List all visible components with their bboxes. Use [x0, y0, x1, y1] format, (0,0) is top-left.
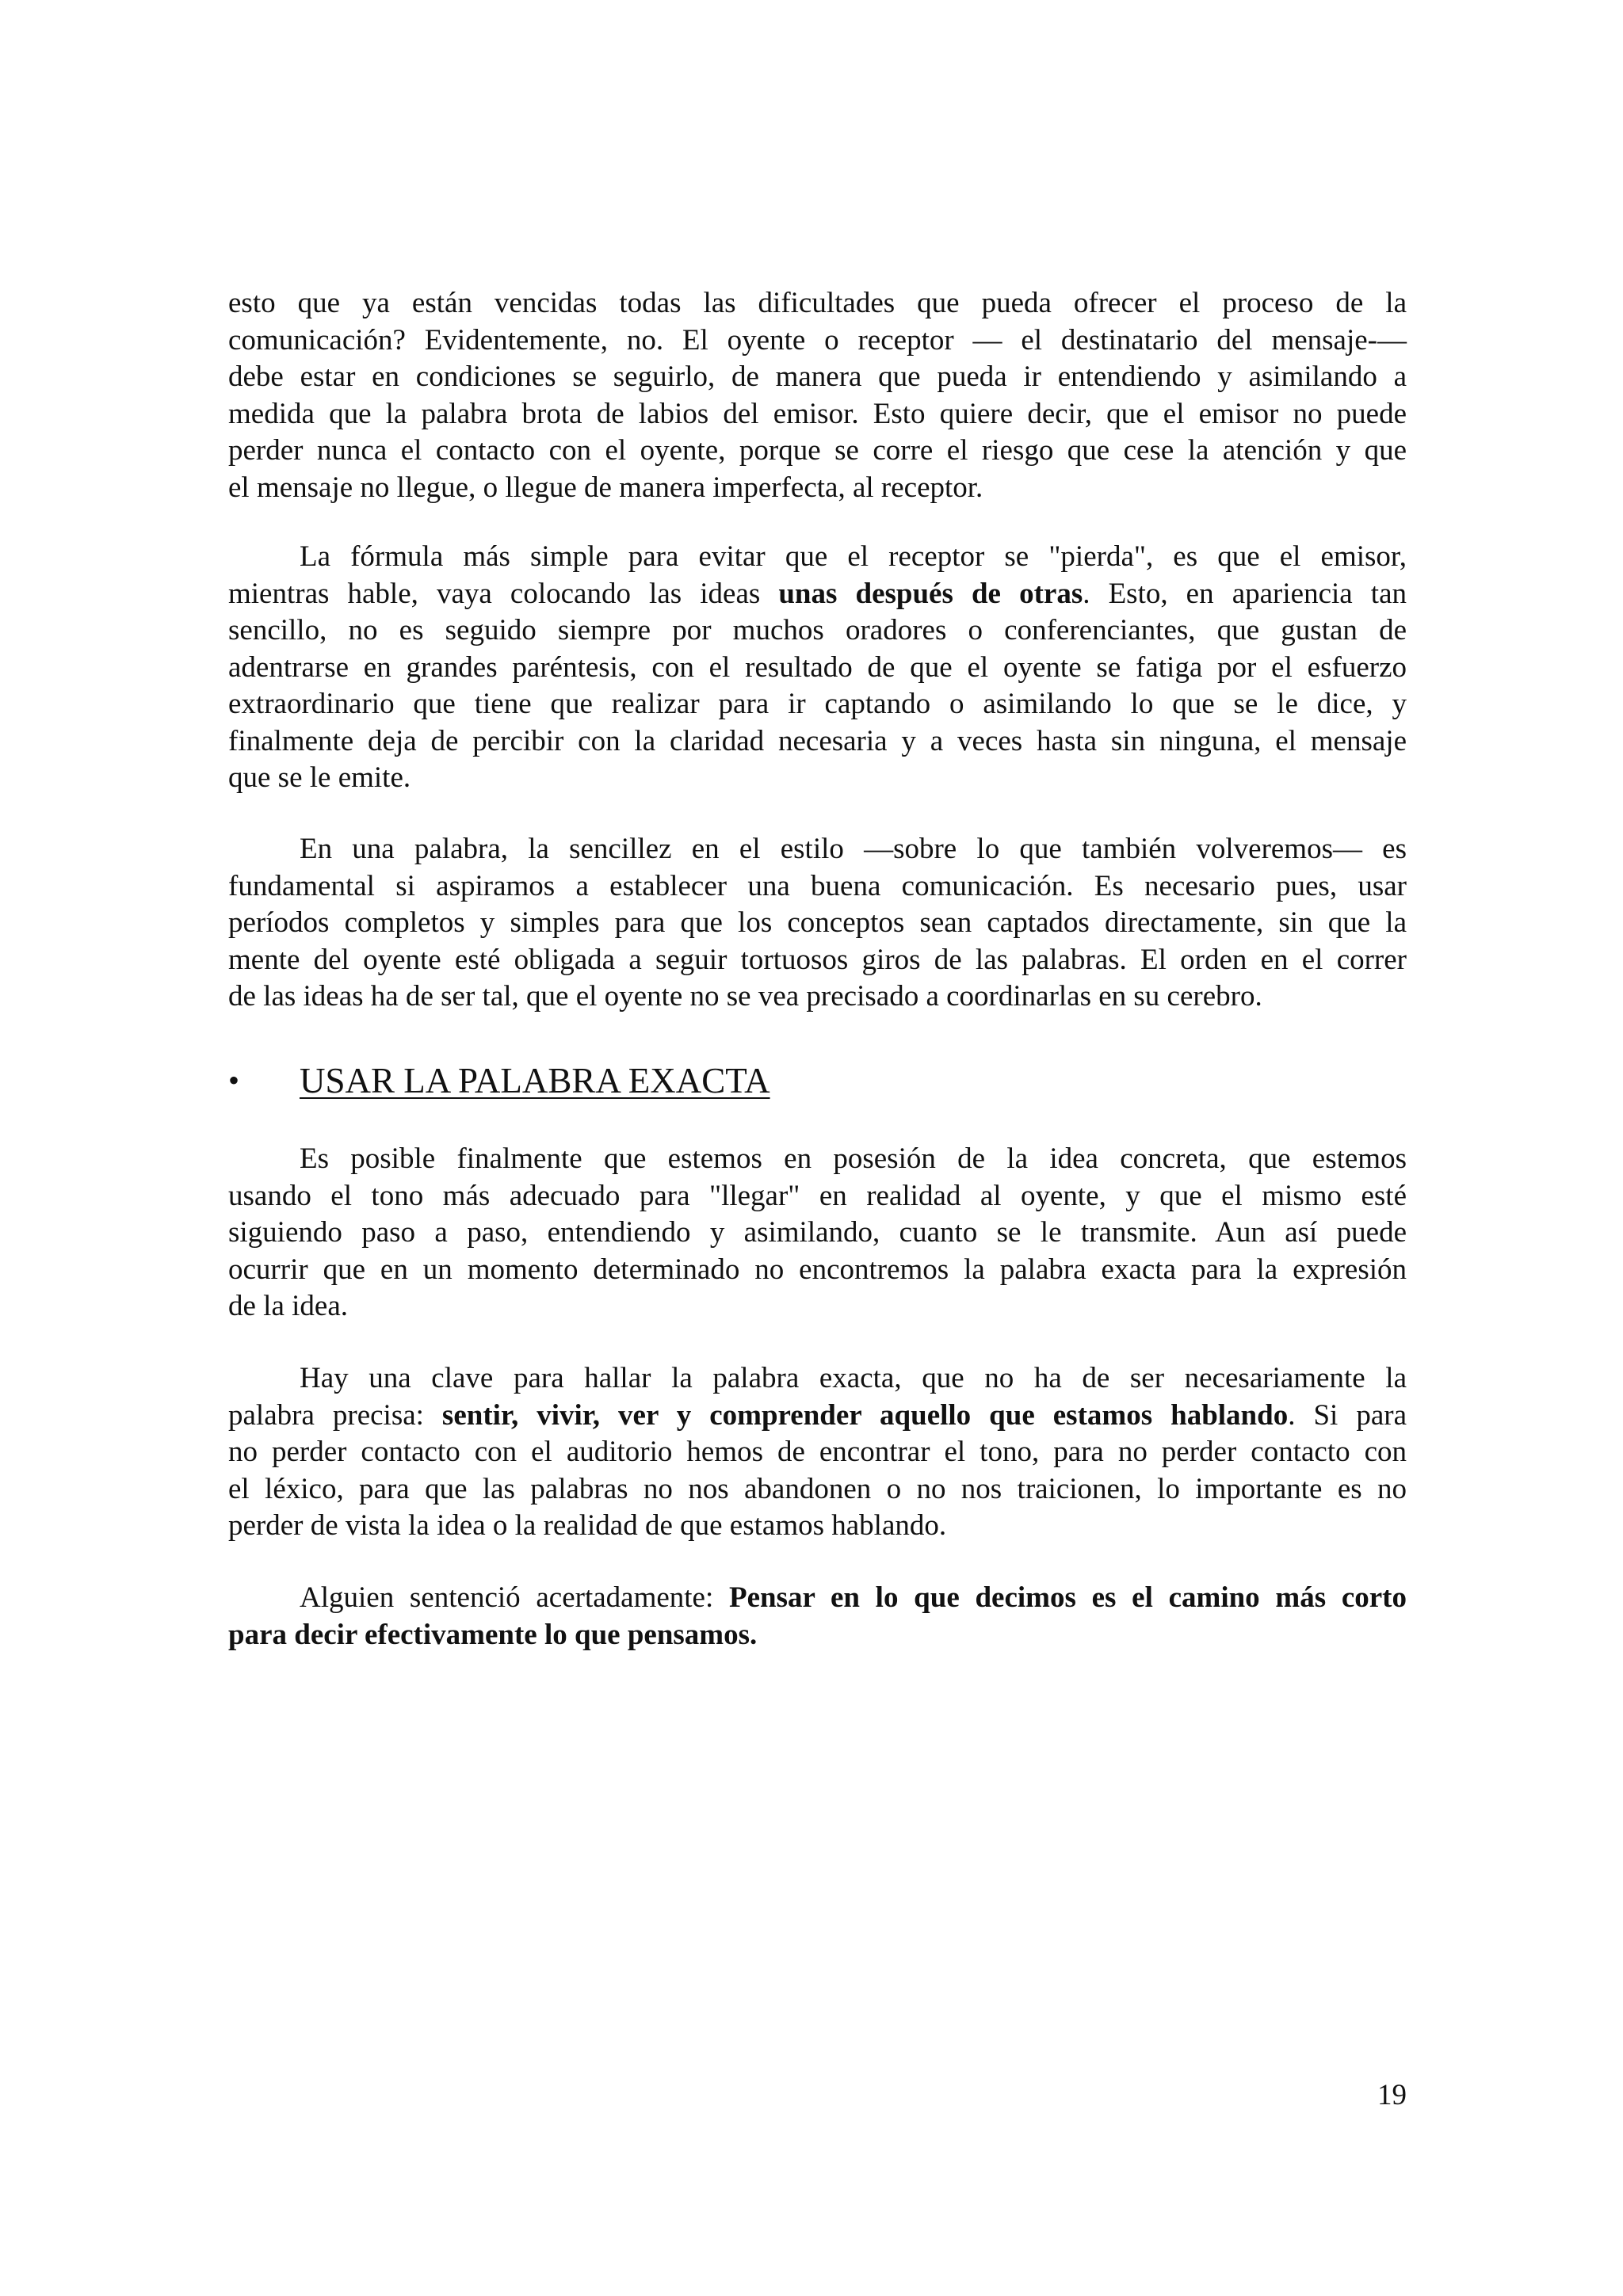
text-line: extraordinario que tiene que realizar para ir captando o asimilando lo que se le dice, y — [228, 688, 1407, 720]
text-line: perder nunca el contacto con el oyente, porque se corre el riesgo que cese la atención y que — [228, 434, 1407, 467]
section-heading — [228, 1057, 1407, 1104]
bold-phrase: sentir, vivir, ver y comprender aquello que estamos hablando — [441, 1398, 1289, 1432]
paragraph-5 — [228, 1360, 1407, 1545]
paragraph-1 — [228, 285, 1407, 506]
text-line: adentrarse en grandes paréntesis, con el resultado de que el oyente se fatiga por el esfuerzo — [228, 650, 1407, 684]
text-line: fundamental si aspiramos a establecer una buena comunicación. Es necesario pues, usar — [228, 869, 1407, 902]
text-line: mente del oyente esté obligada a seguir tortuosos giros de las palabras. El orden en el correr — [228, 943, 1407, 976]
bold-phrase: Pensar en lo que decimos es el camino más corto — [728, 1581, 1407, 1614]
text-line — [228, 576, 1407, 613]
text-line: el mensaje no llegue, o llegue de manera imperfecta, al receptor. — [228, 471, 983, 504]
text-segment: . Si para — [1288, 1398, 1407, 1432]
text-line: no perder contacto con el auditorio hemos de encontrar el tono, para no perder contacto con — [228, 1436, 1407, 1468]
heading-title: USAR LA PALABRA EXACTA — [300, 1061, 770, 1100]
text-line: ocurrir que en un momento determinado no encontremos la palabra exacta para la expresión — [228, 1253, 1407, 1286]
text-line: perder de vista la idea o la realidad de que estamos hablando. — [228, 1509, 947, 1542]
text-line: siguiendo paso a paso, entendiendo y asimilando, cuanto se le transmite. Aun así puede — [228, 1216, 1407, 1249]
text-line: el léxico, para que las palabras no nos abandonen o no nos traicionen, lo importante es no — [228, 1472, 1407, 1505]
text-line: comunicación? Evidentemente, no. El oyente o receptor — el destinatario del mensaje-— — [228, 323, 1407, 357]
paragraph-2 — [228, 539, 1407, 797]
text-line: períodos completos y simples para que los conceptos sean captados directamente, sin que la — [228, 906, 1407, 939]
text-line: Hay una clave para hallar la palabra exacta, que no ha de ser necesariamente la — [300, 1362, 1407, 1394]
text-line: que se le emite. — [228, 761, 411, 794]
bullet-icon: • — [228, 1062, 240, 1098]
text-line: sencillo, no es seguido siempre por muchos oradores o conferenciantes, que gustan de — [228, 614, 1407, 646]
text-line: usando el tono más adecuado para "llegar" en realidad al oyente, y que el mismo esté — [228, 1179, 1407, 1212]
text-line: medida que la palabra brota de labios del emisor. Esto quiere decir, que el emisor no puede — [228, 397, 1407, 430]
text-line — [228, 1580, 1407, 1617]
text-segment: Alguien sentenció acertadamente: — [300, 1581, 729, 1614]
document-page — [228, 0, 1407, 2296]
text-segment: . Esto, en apariencia tan — [1083, 577, 1407, 610]
text-line: de las ideas ha de ser tal, que el oyente no se vea precisado a coordinarlas en su cerebro. — [228, 980, 1262, 1013]
paragraph-3 — [228, 831, 1407, 1016]
text-line — [228, 1398, 1407, 1435]
text-line: esto que ya están vencidas todas las dificultades que pueda ofrecer el proceso de la — [228, 287, 1407, 319]
text-line: En una palabra, la sencillez en el estilo —sobre lo que también volveremos— es — [300, 833, 1407, 865]
text-line — [228, 1617, 1407, 1654]
text-line: Es posible finalmente que estemos en posesión de la idea concreta, que estemos — [300, 1142, 1407, 1175]
text-line: La fórmula más simple para evitar que el receptor se "pierda", es que el emisor, — [300, 540, 1407, 573]
text-line: debe estar en condiciones se seguirlo, de manera que pueda ir entendiendo y asimilando a — [228, 360, 1407, 393]
bold-phrase: para decir efectivamente lo que pensamos. — [228, 1618, 758, 1651]
paragraph-6 — [228, 1580, 1407, 1653]
page-number: 19 — [1377, 2079, 1407, 2111]
text-line: finalmente deja de percibir con la claridad necesaria y a veces hasta sin ninguna, el mensaje — [228, 724, 1407, 757]
text-segment: palabra precisa: — [228, 1398, 442, 1432]
bold-phrase: unas después de otras — [778, 577, 1083, 610]
paragraph-4 — [228, 1141, 1407, 1325]
text-line: de la idea. — [228, 1290, 348, 1322]
text-segment: mientras hable, vaya colocando las ideas — [228, 577, 779, 610]
